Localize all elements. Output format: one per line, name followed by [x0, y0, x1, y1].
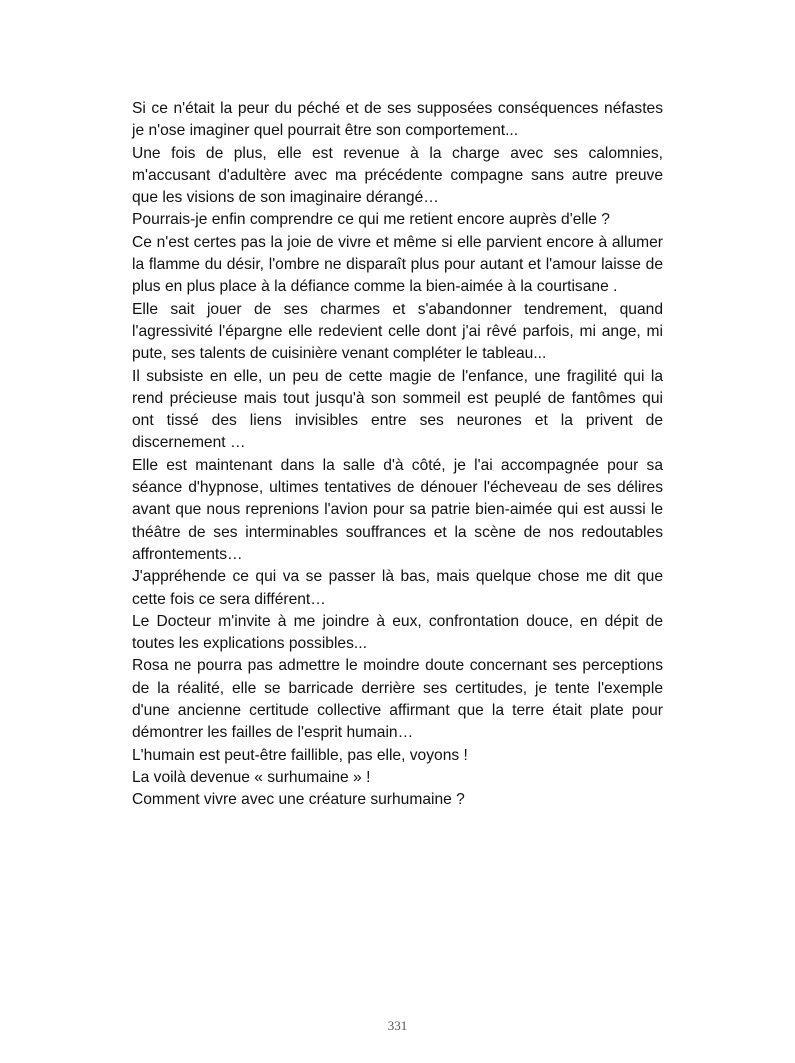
paragraph: Si ce n'était la peur du péché et de ses supposées conséquences néfastes je n'ose imaginer quel pourrait être son comportement... — [132, 100, 663, 140]
body-text — [132, 98, 663, 812]
page-number: 331 — [387, 1018, 408, 1033]
paragraph: Une fois de plus, elle est revenue à la charge avec ses calomnies, m'accusant d'adultère avec ma précédente compagne sans autre preuve que les visions de son imaginaire dérangé… — [132, 144, 663, 207]
paragraph: Pourrais-je enfin comprendre ce qui me retient encore auprès d'elle ? — [132, 211, 610, 229]
paragraph: Elle sait jouer de ses charmes et s'abandonner tendrement, quand l'agressivité l'épargne elle redevient celle dont j'ai rêvé parfois, mi ange, mi pute, ses talents de cuisinière venant compléter le tableau... — [132, 300, 663, 363]
paragraph: Elle est maintenant dans la salle d'à côté, je l'ai accompagnée pour sa séance d'hypnose, ultimes tentatives de dénouer l'écheveau de ses délires avant que nous reprenions l'avion pour sa patrie bien-aimée qui est aussi le théâtre de ses interminables souffrances et la scène de nos redoutables affrontements… — [132, 456, 663, 563]
paragraph: Rosa ne pourra pas admettre le moindre doute concernant ses perceptions de la réalité, elle se barricade derrière ses certitudes, je tente l'exemple d'une ancienne certitude collective affirmant que la terre était plate pour démontrer les failles de l'esprit humain… — [132, 657, 663, 742]
paragraph: Comment vivre avec une créature surhumaine ? — [132, 791, 465, 809]
paragraph: La voilà devenue « surhumaine » ! — [132, 768, 371, 786]
paragraph: L'humain est peut-être faillible, pas elle, voyons ! — [132, 746, 468, 764]
paragraph: Ce n'est certes pas la joie de vivre et même si elle parvient encore à allumer la flamme du désir, l'ombre ne disparaît plus pour autant et l'amour laisse de plus en plus place à la défiance comme la bien-aimée à la courtisane . — [132, 233, 663, 296]
paragraph: Le Docteur m'invite à me joindre à eux, confrontation douce, en dépit de toutes les explications possibles... — [132, 612, 663, 653]
paragraph: J'appréhende ce qui va se passer là bas, mais quelque chose me dit que cette fois ce sera différent… — [132, 568, 663, 608]
paragraph: Il subsiste en elle, un peu de cette magie de l'enfance, une fragilité qui la rend précieuse mais tout jusqu'à son sommeil est peuplé de fantômes qui ont tissé des liens invisibles entre ses neurones et la privent de discernement … — [132, 367, 663, 452]
